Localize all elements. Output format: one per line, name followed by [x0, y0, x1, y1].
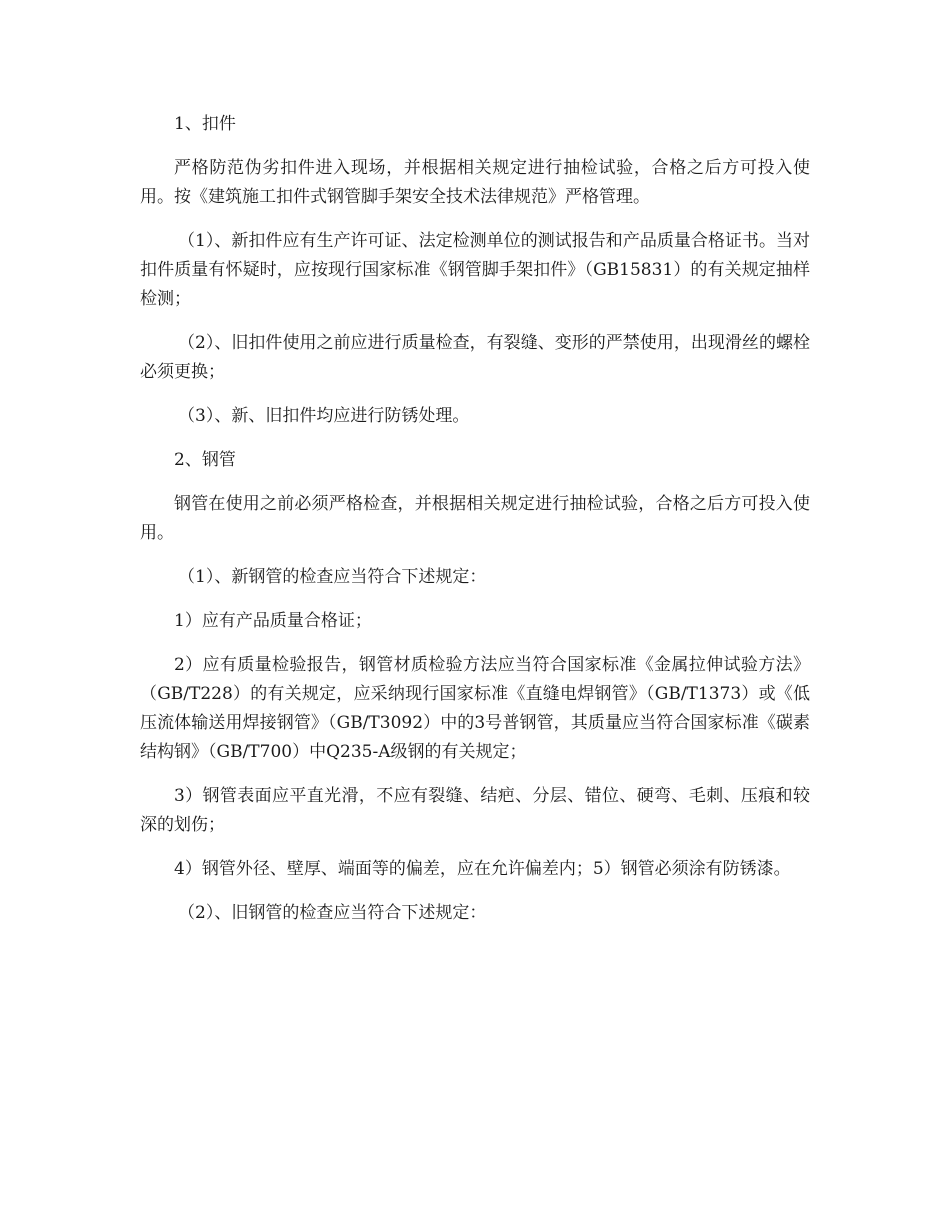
document-body	[140, 110, 810, 943]
section-heading-steel-pipes: 2、钢管	[174, 450, 236, 470]
paragraph-fastener-intro: 严格防范伪劣扣件进入现场，并根据相关规定进行抽检试验，合格之后方可投入使用。按《建筑施工扣件式钢管脚手架安全技术法律规范》严格管理。	[140, 158, 810, 207]
paragraph-new-pipe-rules: （1）、新钢管的检查应当符合下述规定：	[178, 567, 487, 587]
list-item-pipe-1: 1）应有产品质量合格证；	[174, 611, 372, 631]
list-item-pipe-2: 2）应有质量检验报告，钢管材质检验方法应当符合国家标准《金属拉伸试验方法》（GB/T228）的有关规定，应采纳现行国家标准《直缝电焊钢管》（GB/T1373）或《低压流体输送用焊接钢管》（GB/T3092）中的3号普钢管，其质量应当符合国家标准《碳素结构钢》（GB/T700）中Q235-A级钢的有关规定；	[140, 655, 810, 762]
section-heading-fasteners: 1、扣件	[174, 114, 236, 134]
paragraph-old-pipe-rules: （2）、旧钢管的检查应当符合下述规定：	[178, 903, 487, 923]
list-item-pipe-4-5: 4）钢管外径、壁厚、端面等的偏差，应在允许偏差内；5）钢管必须涂有防锈漆。	[174, 859, 791, 879]
paragraph-pipe-intro: 钢管在使用之前必须严格检查，并根据相关规定进行抽检试验，合格之后方可投入使用。	[140, 494, 810, 543]
paragraph-new-fasteners: （1）、新扣件应有生产许可证、法定检测单位的测试报告和产品质量合格证书。当对扣件质量有怀疑时，应按现行国家标准《钢管脚手架扣件》（GB15831）的有关规定抽样检测；	[140, 231, 810, 309]
paragraph-fastener-rust: （3）、新、旧扣件均应进行防锈处理。	[178, 406, 470, 426]
paragraph-old-fasteners: （2）、旧扣件使用之前应进行质量检查，有裂缝、变形的严禁使用，出现滑丝的螺栓必须更换；	[140, 333, 810, 382]
list-item-pipe-3: 3）钢管表面应平直光滑，不应有裂缝、结疤、分层、错位、硬弯、毛刺、压痕和较深的划伤；	[140, 786, 810, 835]
